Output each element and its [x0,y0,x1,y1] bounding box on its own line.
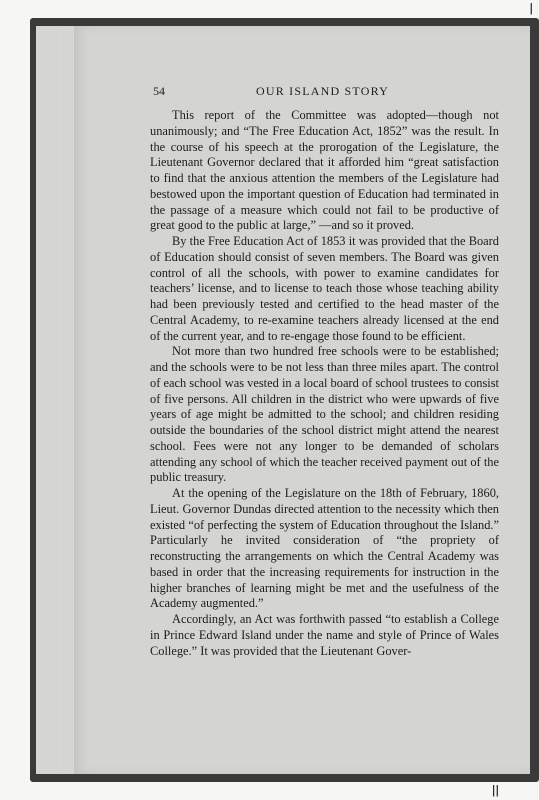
paragraph: Accordingly, an Act was forthwith passed “to establish a College in Prince Edward Island under the name and style of Prince of Wales College.” It was provided that the Lieutenant Gover- [150,612,499,658]
page-edges [36,26,76,774]
running-head: OUR ISLAND STORY [256,84,389,98]
paragraph: Not more than two hundred free schools were to be established; and the schools were to be not less than three miles apart. The control of each school was vested in a local board of school trustees to consist of five persons. All children in the district who were upwards of five years of age might be admitted to the school; and children residing outside the boundaries of the school district might attend the nearest school. Fees were not any longer to be demanded of scholars attending any school of which the teacher received payment out of the public treasury. [150,344,499,485]
paragraph: This report of the Committee was adopted—though not unanimously; and “The Free Education Act, 1852” was the result. In the course of his speech at the prorogation of the Legislature, the Lieutenant Governor declared that it afforded him “great satisfaction to find that the anxious attention the members of the Legislature had bestowed upon the important question of Education had terminated in the passage of a measure which could not fail to be productive of great good to the public at large,” —and so it proved. [150,108,499,233]
page-number: 54 [153,84,165,98]
scan-edge-mark-bottom: ǀǀ [491,783,499,797]
paragraph: By the Free Education Act of 1853 it was provided that the Board of Education should consist of seven members. The Board was given control of all the schools, with power to examine candidates for teachers’ license, and to license to teach those whose teaching ability had been previously tested and certified to the head master of the Central Academy, to re-examine teachers already licensed at the end of the current year, and to re-engage those found to be efficient. [150,234,499,343]
scan-edge-mark-top: ǀ [529,1,533,15]
paragraph: At the opening of the Legislature on the 18th of February, 1860, Lieut. Governor Dundas directed attention to the necessity which then existed “of perfecting the system of Education throughout the Island.” Particularly he invited consideration of “the propriety of reconstructing the arrangements on which the Central Academy was based in order that the increasing requirements for instruction in the higher branches of learning might be met and the usefulness of the Academy augmented.” [150,486,499,611]
body-text [150,108,499,659]
